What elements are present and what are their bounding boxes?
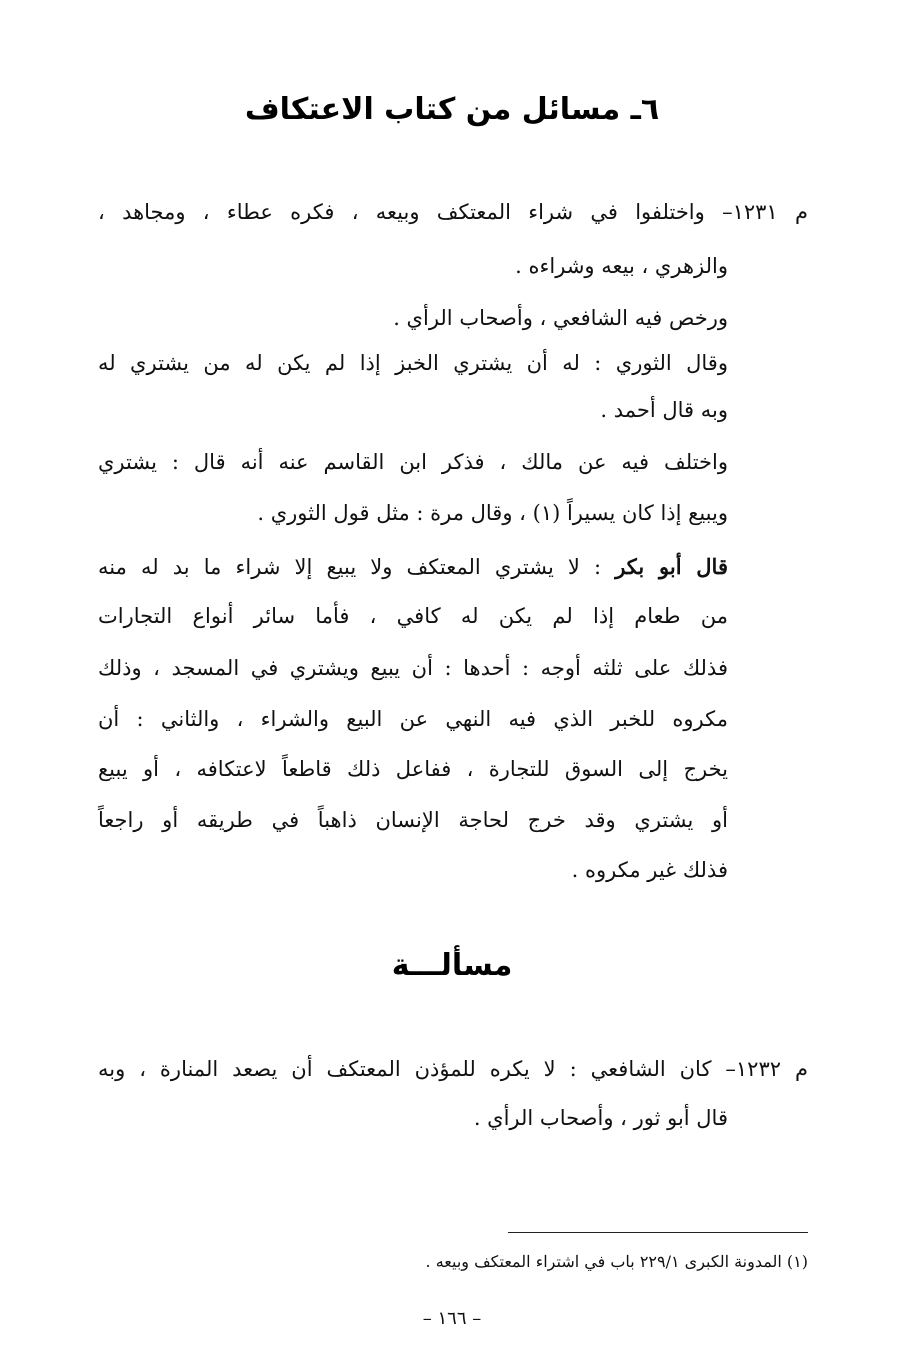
text-line: فذلك غير مكروه .	[571, 858, 728, 882]
footnote: (١) المدونة الكبرى ٢٢٩/١ باب في اشتراء المعتكف وبيعه .	[425, 1252, 808, 1271]
text-line: فذلك على ثلثه أوجه : أحدها : أن يبيع ويشتري في المسجد ، وذلك	[98, 656, 728, 680]
text-line: ورخص فيه الشافعي ، وأصحاب الرأي .	[393, 306, 728, 330]
text-line-rest: : لا يشتري المعتكف ولا يبيع إلا شراء ما بد له منه	[98, 555, 616, 579]
text-line: م ١٢٣١– واختلفوا في شراء المعتكف وبيعه ، فكره عطاء ، ومجاهد ،	[98, 200, 808, 224]
section-heading: مسألـــة	[391, 948, 513, 983]
speaker-name: قال أبو بكر	[615, 554, 728, 579]
text-line: وقال الثوري : له أن يشتري الخبز إذا لم يكن له من يشتري له	[98, 351, 728, 375]
page-number: – ١٦٦ –	[422, 1308, 482, 1329]
text-line: يخرج إلى السوق للتجارة ، ففاعل ذلك قاطعاً لاعتكافه ، أو يبيع	[98, 757, 728, 781]
text-line: والزهري ، بيعه وشراءه .	[515, 254, 728, 278]
text-line: قال أبو ثور ، وأصحاب الرأي .	[473, 1106, 728, 1130]
text-line-abu-bakr	[98, 554, 728, 579]
footnote-divider	[508, 1232, 808, 1233]
chapter-title: ٦ـ مسائل من كتاب الاعتكاف	[244, 92, 660, 127]
text-line: م ١٢٣٢– كان الشافعي : لا يكره للمؤذن المعتكف أن يصعد المنارة ، وبه	[98, 1057, 808, 1081]
text-line: مكروه للخبر الذي فيه النهي عن البيع والشراء ، والثاني : أن	[98, 707, 728, 731]
text-line: أو يشتري وقد خرج لحاجة الإنسان ذاهباً في طريقه أو راجعاً	[98, 808, 728, 832]
text-line: من طعام إذا لم يكن له كافي ، فأما سائر أنواع التجارات	[98, 604, 728, 628]
text-line: وبه قال أحمد .	[600, 398, 728, 422]
text-line: واختلف فيه عن مالك ، فذكر ابن القاسم عنه أنه قال : يشتري	[98, 450, 728, 474]
text-line: ويبيع إذا كان يسيراً (١) ، وقال مرة : مثل قول الثوري .	[257, 501, 728, 525]
